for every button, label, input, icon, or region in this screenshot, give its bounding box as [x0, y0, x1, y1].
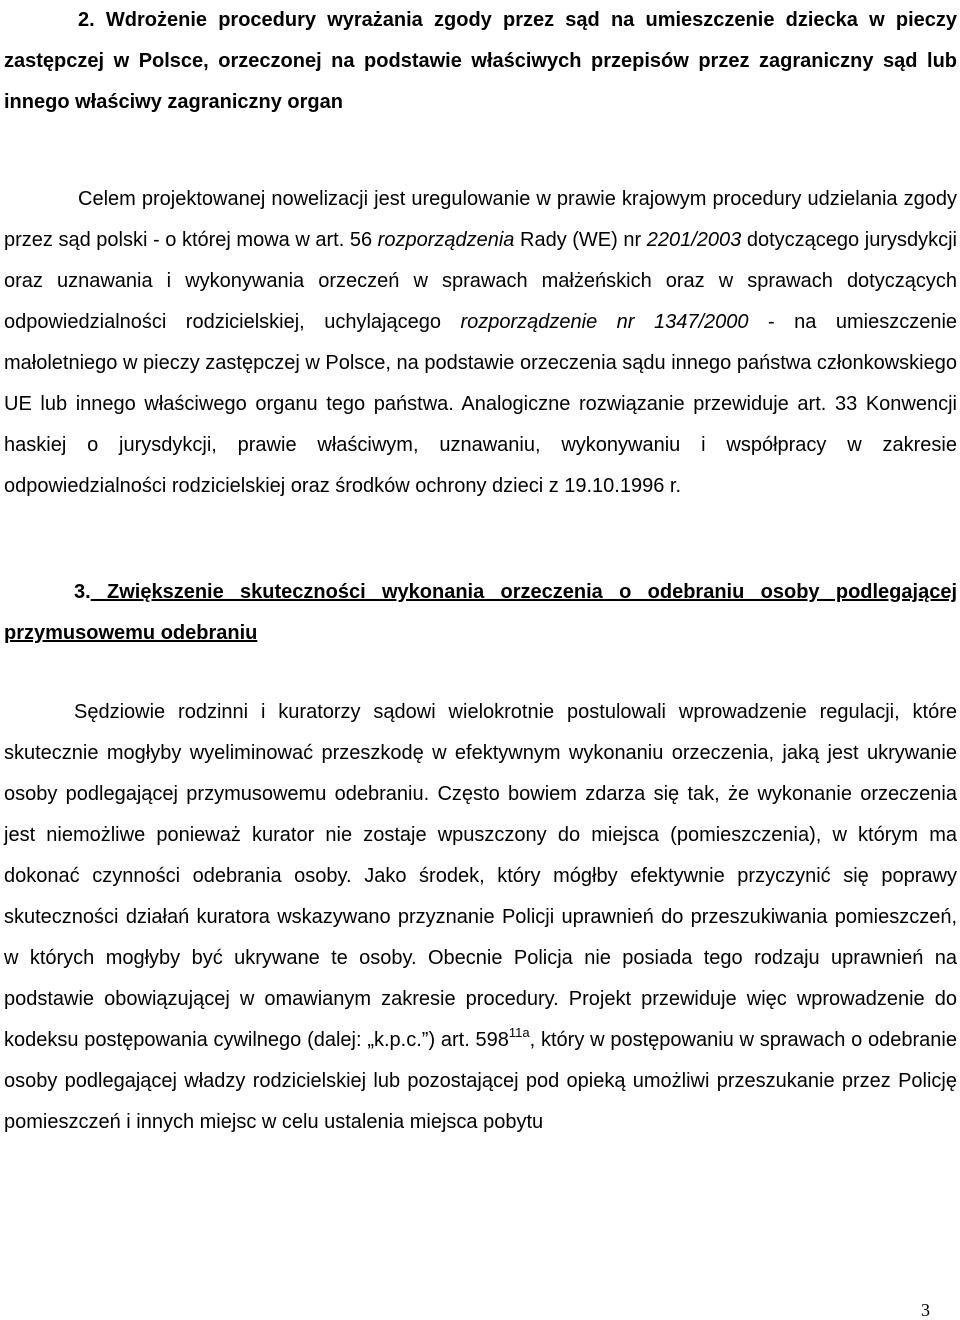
page-number: 3 — [921, 1300, 930, 1320]
paragraph-1-italic-a: rozporządzenia — [377, 229, 515, 251]
paragraph-1-italic-c: rozporządzenie nr 1347/2000 — [460, 311, 749, 333]
paragraph-1-text-d: - na umieszczenie małoletniego w pieczy zastępczej w Polsce, na podstawie orzeczenia sądu innego państwa członkowskiego UE lub innego właściwego organu tego państwa. Analogiczne rozwiązanie przewiduje art. 33 Konwencji haskiej o jurysdykcji, prawie właściwym, uznawaniu, wykonywaniu i współpracy w zakresie odpowiedzialności rodzicielskiej oraz środków ochrony dzieci z 19.10.1996 r. — [4, 311, 958, 497]
paragraph-2 — [4, 692, 957, 1143]
document-page — [4, 0, 957, 1143]
section-3-title: Zwiększenie skuteczności wykonania orzeczenia o odebraniu osoby podlegającej przymusowemu odebraniu — [4, 581, 957, 644]
paragraph-1-italic-b: 2201/2003 — [646, 229, 742, 251]
paragraph-1-text-b: Rady (WE) nr — [514, 229, 647, 251]
paragraph-1-text-c: dotyczącego jurysdykcji oraz uznawania i wykonywania orzeczeń w sprawach małżeńskich oraz w sprawach dotyczących odpowiedzialności rodzicielskiej, uchylającego — [4, 229, 957, 333]
section-3-heading — [4, 572, 957, 654]
paragraph-1 — [4, 179, 957, 507]
section-2-title: Wdrożenie procedury wyrażania zgody przez sąd na umieszczenie dziecka w pieczy zastępczej w Polsce, orzeczonej na podstawie właściwych przepisów przez zagraniczny sąd lub innego właściwy zagraniczny organ — [4, 9, 957, 113]
section-2-heading — [4, 0, 957, 123]
paragraph-2-text-a: Sędziowie rodzinni i kuratorzy sądowi wielokrotnie postulowali wprowadzenie regulacji, które skutecznie mogłyby wyeliminować przeszkodę w efektywnym wykonaniu orzeczenia, jaką jest ukrywanie osoby podlegającej przymusowemu odebraniu. Często bowiem zdarza się tak, że wykonanie orzeczenia jest niemożliwe ponieważ kurator nie zostaje wpuszczony do miejsca (pomieszczenia), w którym ma dokonać czynności odebrania osoby. Jako środek, który mógłby efektywnie przyczynić się poprawy skuteczności działań kuratora wskazywano przyznanie Policji uprawnień do przeszukiwania pomieszczeń, w których mogłyby być ukrywane te osoby. Obecnie Policja nie posiada tego rodzaju uprawnień na podstawie obowiązującej w omawianym zakresie procedury. Projekt przewiduje więc wprowadzenie do kodeksu postępowania cywilnego (dalej: „k.p.c.”) art. 598 — [4, 701, 957, 1051]
section-2-number: 2. — [78, 9, 95, 31]
section-3-number: 3. — [74, 581, 91, 603]
paragraph-2-superscript: 11a — [508, 1025, 530, 1040]
paragraph-2-text-b: , który w postępowaniu w sprawach o odebranie osoby podlegającej władzy rodzicielskiej lub pozostającej pod opieką umożliwi przeszukanie przez Policję pomieszczeń i innych miejsc w celu ustalenia miejsca pobytu — [4, 1029, 957, 1133]
paragraph-1-text-a: Celem projektowanej nowelizacji jest uregulowanie w prawie krajowym procedury udzielania zgody przez sąd polski - o której mowa w art. 56 — [4, 188, 957, 251]
